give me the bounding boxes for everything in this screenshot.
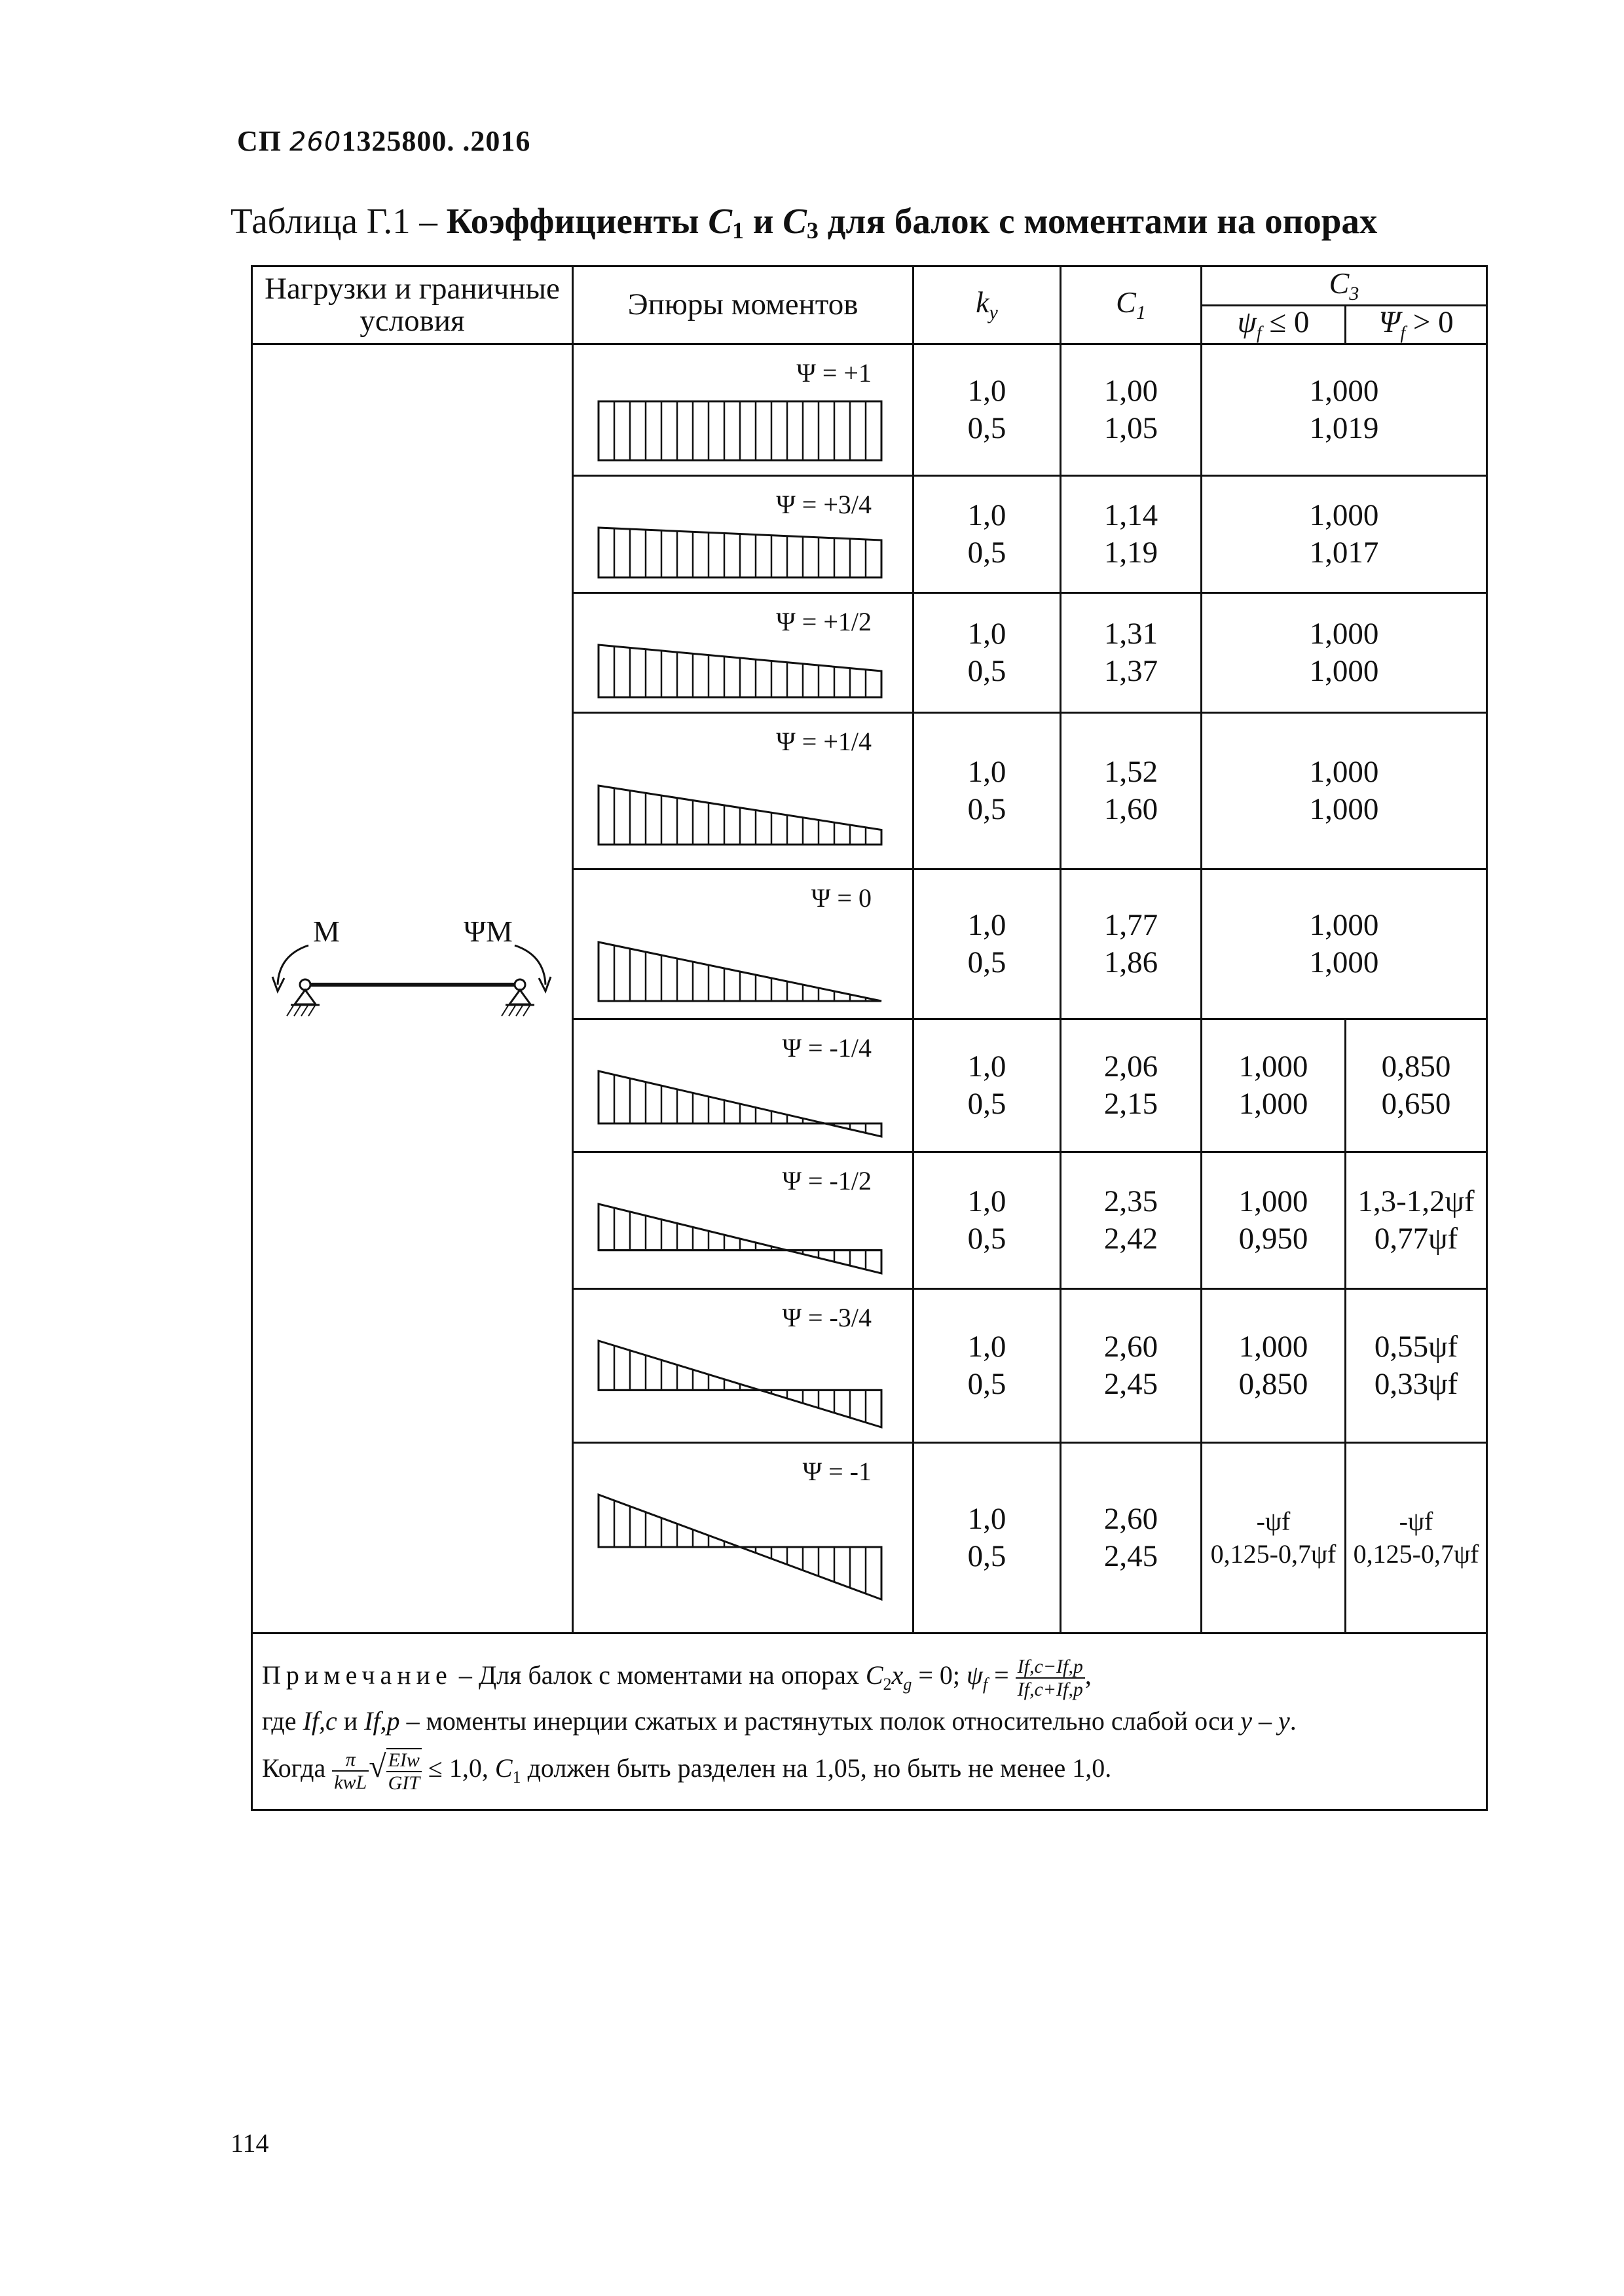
c3-neg-cell <box>1202 1152 1346 1288</box>
caption-c1: C <box>708 201 733 241</box>
moment-diagram-cell <box>573 344 913 475</box>
psi-symbol: ψ <box>1237 305 1257 339</box>
c1-value: 1,52 1,60 <box>1103 755 1158 826</box>
support-hatch <box>294 1006 301 1016</box>
support-hatch <box>502 1006 508 1016</box>
note-axis: y – y <box>1240 1705 1290 1736</box>
header-c3 <box>1202 266 1487 306</box>
c3-neg-cell <box>1202 1442 1346 1633</box>
ky-value: 1,0 0,5 <box>967 374 1006 445</box>
c1-cell <box>1061 1152 1202 1288</box>
moment-diagram-cell <box>573 869 913 1019</box>
psi-label: Ψ = 0 <box>811 883 872 913</box>
fraction-top: If,c−If,p <box>1016 1656 1085 1679</box>
ky-value: 1,0 0,5 <box>967 908 1006 979</box>
ky-value: 1,0 0,5 <box>967 617 1006 688</box>
c1-value: 1,00 1,05 <box>1103 374 1158 445</box>
moment-diagram-cell <box>573 712 913 869</box>
handwritten-number: 260 <box>289 127 342 157</box>
c1-cell <box>1061 869 1202 1019</box>
c3-neg-value: 1,000 0,950 <box>1238 1184 1308 1256</box>
c3-value: 1,000 1,017 <box>1309 498 1379 570</box>
c1-value: 2,60 2,45 <box>1103 1502 1158 1573</box>
c3-symbol: C <box>1329 266 1350 300</box>
psi-symbol: Ψ <box>1378 305 1401 339</box>
code-prefix: СП <box>237 125 282 157</box>
c3-pos-value: 1,3-1,2ψf 0,77ψf <box>1357 1184 1475 1256</box>
header-loading: Нагрузки и граничные условия <box>252 266 573 344</box>
note-c1: C <box>494 1753 513 1783</box>
c3-pos-cell <box>1346 1019 1487 1152</box>
caption-bold-a: Коэффициенты <box>446 201 709 241</box>
psi-label: Ψ = -3/4 <box>782 1302 872 1332</box>
c3-neg-value: 1,000 1,000 <box>1238 1049 1308 1121</box>
support-hatch <box>287 1006 293 1016</box>
moment-diagram-cell <box>573 1152 913 1288</box>
moment-diagram-cell <box>573 592 913 712</box>
c1-cell <box>1061 475 1202 592</box>
caption-prefix: Таблица Г.1 – <box>231 201 447 241</box>
note-c2-sub: 2 <box>883 1674 892 1694</box>
note-text: ≤ 1,0, <box>421 1753 495 1783</box>
c1-value: 2,35 2,42 <box>1103 1184 1158 1256</box>
left-moment-label: M <box>313 914 340 948</box>
psi-sub: f <box>1256 323 1262 344</box>
c3-pos-cell <box>1346 1288 1487 1442</box>
ky-cell <box>913 869 1061 1019</box>
c3-value: 1,000 1,000 <box>1309 908 1379 979</box>
loading-cell <box>252 344 573 1633</box>
note-text: – моменты инерции сжатых и растянутых полок относительно слабой оси <box>399 1705 1241 1736</box>
c1-cell <box>1061 1442 1202 1633</box>
ky-cell <box>913 592 1061 712</box>
c3-cell <box>1202 344 1487 475</box>
sqrt-sign: √ <box>369 1749 386 1784</box>
c1-value: 1,14 1,19 <box>1103 498 1158 570</box>
note-text: Когда <box>262 1753 333 1783</box>
note-text: – Для балок с моментами на опорах <box>452 1660 866 1690</box>
note-eq-zero: = 0; <box>912 1660 967 1690</box>
caption-c3: C <box>783 201 807 241</box>
note-x: x <box>891 1660 904 1690</box>
ky-cell <box>913 1019 1061 1152</box>
ky-value: 1,0 0,5 <box>967 755 1006 826</box>
ky-cell <box>913 712 1061 869</box>
ky-cell <box>913 1152 1061 1288</box>
psi-label: Ψ = +1/4 <box>776 726 872 756</box>
cond-neg: ≤ 0 <box>1261 305 1310 339</box>
moment-diagram-cell <box>573 475 913 592</box>
pi: π <box>332 1749 369 1772</box>
c3-cell <box>1202 712 1487 869</box>
c3-cell <box>1202 869 1487 1019</box>
c3-sub: 3 <box>1349 282 1359 304</box>
c3-cell <box>1202 592 1487 712</box>
ky-value: 1,0 0,5 <box>967 1502 1006 1573</box>
c3-value: 1,000 1,000 <box>1309 755 1379 826</box>
c3-cell <box>1202 475 1487 592</box>
c1-value: 1,31 1,37 <box>1103 617 1158 688</box>
kwl: kwL <box>334 1771 367 1793</box>
table-caption <box>231 200 1377 244</box>
c3-neg-value: -ψf 0,125-0,7ψf <box>1210 1506 1337 1569</box>
c1-cell <box>1061 592 1202 712</box>
right-moment-label: ΨM <box>464 914 513 948</box>
moment-diagram-cell <box>573 1019 913 1152</box>
c3-neg-cell <box>1202 1288 1346 1442</box>
header-diagrams: Эпюры моментов <box>573 266 913 344</box>
moment-diagram-cell <box>573 1442 913 1633</box>
c3-value: 1,000 1,019 <box>1309 374 1379 445</box>
note-comma: , <box>1084 1660 1092 1690</box>
caption-c1-sub: 1 <box>732 217 745 244</box>
ky-value: 1,0 0,5 <box>967 498 1006 570</box>
ky-cell <box>913 1288 1061 1442</box>
moment-diagram-cell <box>573 1288 913 1442</box>
c3-neg-cell <box>1202 1019 1346 1152</box>
c1-cell <box>1061 344 1202 475</box>
note-x-sub: g <box>903 1674 912 1694</box>
table-note <box>252 1633 1487 1810</box>
ky-value: 1,0 0,5 <box>967 1049 1006 1121</box>
note-ifc: If,c <box>303 1705 337 1736</box>
git: GIT <box>388 1772 420 1794</box>
note-text: должен быть разделен на 1,05, но быть не менее 1,0. <box>521 1753 1112 1783</box>
c1-cell <box>1061 1288 1202 1442</box>
psi-f-sub: f <box>982 1674 988 1694</box>
ky-value: 1,0 0,5 <box>967 1330 1006 1401</box>
table-row <box>252 344 1487 475</box>
psi-label: Ψ = +1 <box>796 357 872 388</box>
c1-sub: 1 <box>1135 302 1146 324</box>
psi-label: Ψ = -1/2 <box>782 1165 872 1195</box>
loading-scheme <box>253 886 574 1083</box>
note-title: Примечание <box>262 1660 452 1690</box>
code-number: 1325800. .2016 <box>341 125 531 157</box>
note-c1-sub: 1 <box>512 1767 521 1787</box>
left-support-icon <box>295 990 316 1004</box>
ky-value: 1,0 0,5 <box>967 1184 1006 1256</box>
header-c3-neg <box>1202 306 1346 344</box>
note-line-3 <box>262 1742 1478 1794</box>
psi-f-symbol: ψ <box>966 1660 983 1690</box>
ky-cell <box>913 475 1061 592</box>
note-line-2 <box>262 1700 1478 1742</box>
ky-sub: y <box>989 302 998 324</box>
psi-label: Ψ = +3/4 <box>776 489 872 519</box>
caption-and: и <box>744 201 783 241</box>
support-hatch <box>301 1006 308 1016</box>
coefficients-table <box>251 265 1488 1811</box>
psi-label: Ψ = -1/4 <box>782 1032 872 1063</box>
eiw: EIw <box>386 1749 422 1772</box>
note-text: где <box>262 1705 303 1736</box>
note-text: и <box>337 1705 365 1736</box>
sqrt-fraction <box>386 1748 422 1794</box>
psi-label: Ψ = +1/2 <box>776 606 872 636</box>
cond-pos: > 0 <box>1405 305 1454 339</box>
ky-symbol: k <box>976 285 989 319</box>
caption-bold <box>446 201 1378 244</box>
header-ky <box>913 266 1061 344</box>
caption-bold-b: для балок с моментами на опорах <box>818 201 1378 241</box>
c3-pos-value: -ψf 0,125-0,7ψf <box>1353 1506 1479 1569</box>
support-hatch <box>308 1006 315 1016</box>
caption-c3-sub: 3 <box>806 217 819 244</box>
support-hatch <box>509 1006 515 1016</box>
document-code <box>237 124 530 158</box>
c1-value: 2,06 2,15 <box>1103 1049 1158 1121</box>
c3-neg-value: 1,000 0,850 <box>1238 1330 1308 1401</box>
page-number: 114 <box>231 2128 269 2158</box>
c3-pos-cell <box>1346 1152 1487 1288</box>
header-c1 <box>1061 266 1202 344</box>
right-support-icon <box>509 990 530 1004</box>
c1-cell <box>1061 712 1202 869</box>
c1-value: 1,77 1,86 <box>1103 908 1158 979</box>
c1-value: 2,60 2,45 <box>1103 1330 1158 1401</box>
note-text: . <box>1289 1705 1297 1736</box>
c1-cell <box>1061 1019 1202 1152</box>
c3-pos-value: 0,850 0,650 <box>1381 1049 1451 1121</box>
note-c2: C <box>865 1660 883 1690</box>
header-c3-pos <box>1346 306 1487 344</box>
c3-value: 1,000 1,000 <box>1309 617 1379 688</box>
note-eq: = <box>987 1660 1016 1690</box>
support-hatch <box>523 1006 530 1016</box>
c3-pos-cell <box>1346 1442 1487 1633</box>
pi-fraction <box>332 1749 369 1793</box>
note-line-1 <box>262 1654 1478 1700</box>
psi-label: Ψ = -1 <box>802 1456 872 1486</box>
support-hatch <box>516 1006 523 1016</box>
psi-sub: f <box>1400 323 1406 344</box>
c1-symbol: C <box>1116 285 1136 319</box>
fraction-bottom: If,c+If,p <box>1017 1678 1083 1700</box>
c3-pos-value: 0,55ψf 0,33ψf <box>1374 1330 1458 1401</box>
ky-cell <box>913 344 1061 475</box>
psi-f-fraction <box>1016 1656 1085 1700</box>
note-ifp: If,p <box>364 1705 400 1736</box>
ky-cell <box>913 1442 1061 1633</box>
